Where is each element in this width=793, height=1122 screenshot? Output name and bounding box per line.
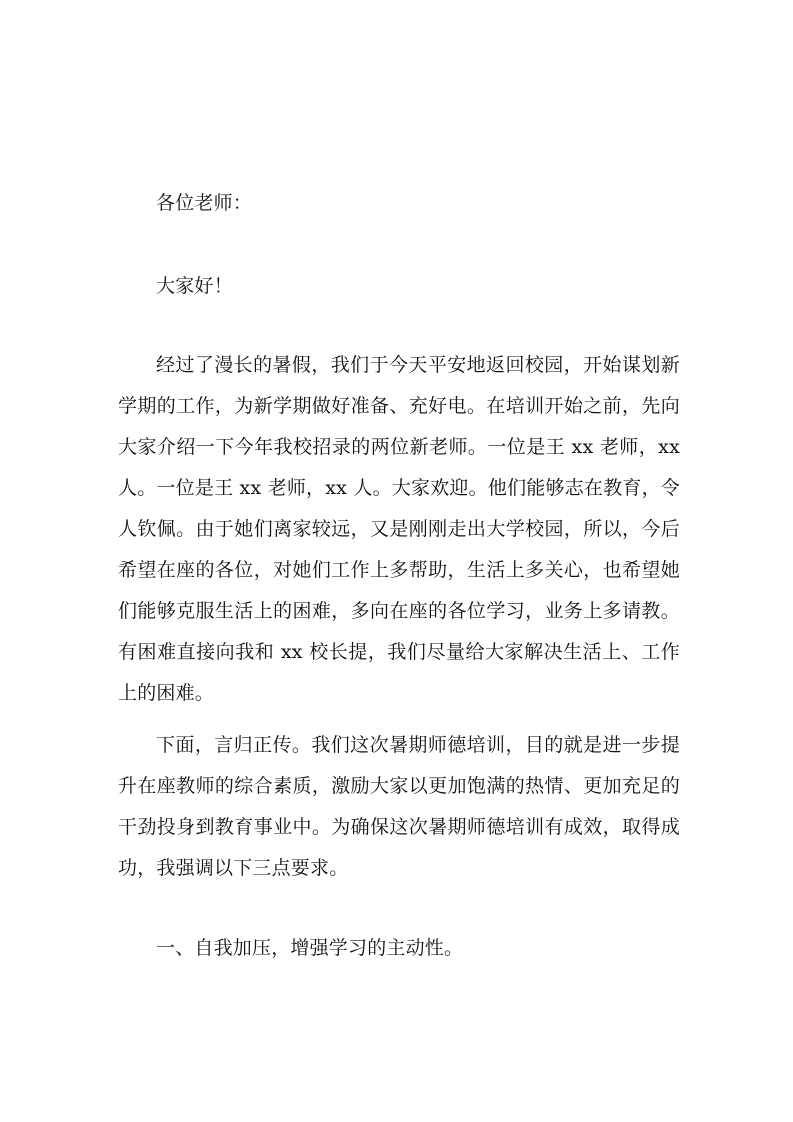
paragraph-2-text: 下面，言归正传。我们这次暑期师德培训，目的就是进一步提升在座教师的综合素质，激励大家以更加饱满的热情、更加充足的干劲投身到教育事业中。为确保这次暑期师德培训有成效，取得成功，我强调以下三点要求。	[118, 734, 680, 879]
section-heading-block	[118, 928, 680, 969]
paragraph-1-text: 经过了漫长的暑假，我们于今天平安地返回校园，开始谋划新学期的工作，为新学期做好准备、充好电。在培训开始之前，先向大家介绍一下今年我校招录的两位新老师。一位是王 xx 老师，xx 人。一位是王 xx 老师，xx 人。大家欢迎。他们能够志在教育，令人钦佩。由于她们离家较远，又是刚刚走出大学校园，所以，今后希望在座的各位，对她们工作上多帮助，生活上多关心，也希望她们能够克服生活上的困难，多向在座的各位学习，业务上多请教。有困难直接向我和 xx 校长提，我们尽量给大家解决生活上、工作上的困难。	[118, 354, 680, 704]
paragraph-2-block	[118, 725, 680, 889]
greeting-block	[118, 266, 680, 307]
greeting-text: 大家好！	[156, 275, 233, 297]
section-heading-1: 一、自我加压，增强学习的主动性。	[156, 937, 464, 959]
salutation-text: 各位老师：	[156, 192, 253, 214]
salutation-block	[118, 183, 680, 224]
paragraph-1-block	[118, 345, 680, 714]
